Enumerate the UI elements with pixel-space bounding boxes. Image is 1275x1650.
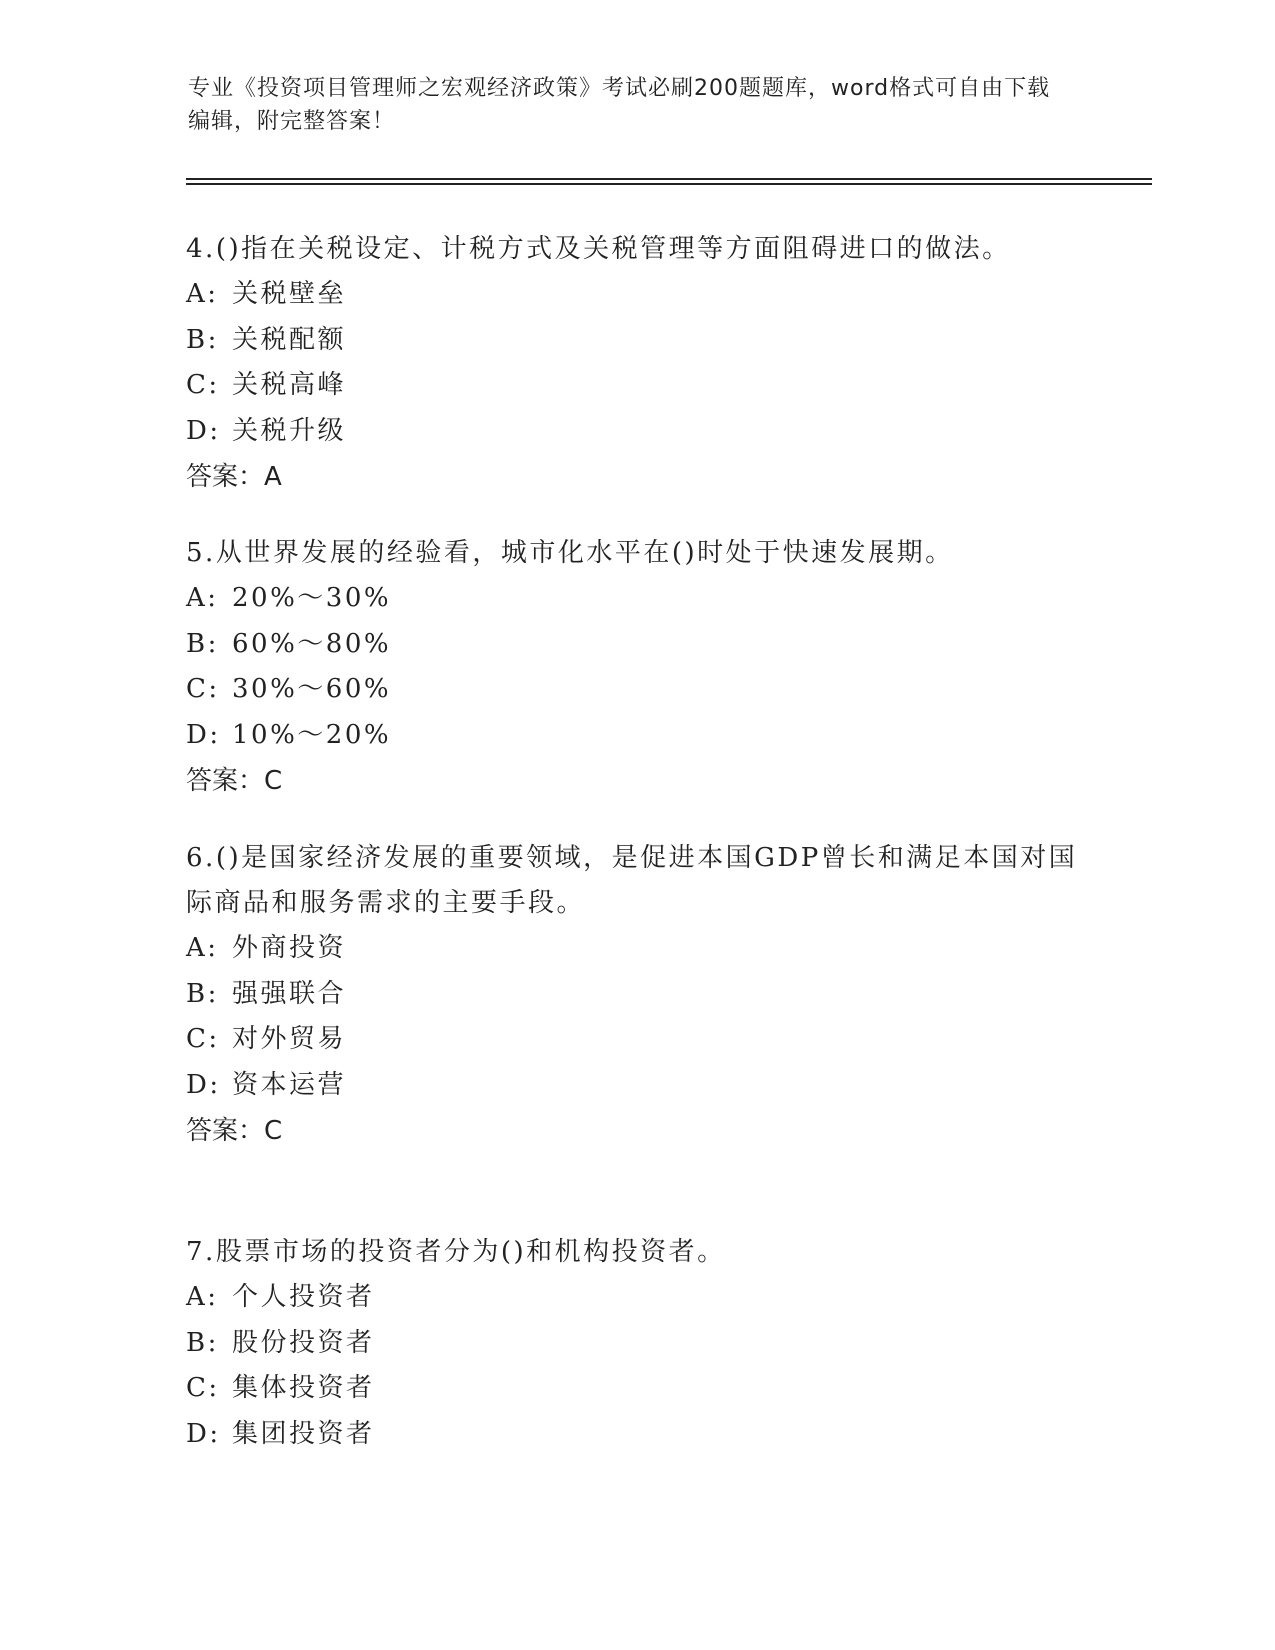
option-text: 关税高峰	[232, 370, 347, 400]
question-number: 4.	[186, 234, 216, 264]
option-letter: B:	[186, 628, 219, 659]
option-letter: C:	[186, 674, 220, 704]
option-letter: A:	[186, 1282, 219, 1312]
option-letter: D:	[186, 719, 221, 750]
option-letter: A:	[186, 933, 219, 963]
option-letter: B:	[186, 978, 219, 1009]
answer-line	[186, 1108, 1086, 1154]
document-header: 专业《投资项目管理师之宏观经济政策》考试必刷200题题库，word格式可自由下载编辑，附完整答案！	[188, 76, 1051, 134]
option-text: 关税壁垒	[232, 279, 347, 309]
option-text: 强强联合	[232, 978, 347, 1009]
option-d	[186, 1063, 1086, 1109]
option-c	[186, 1366, 1086, 1412]
option-letter: B:	[186, 1327, 219, 1358]
option-text: 集体投资者	[232, 1373, 375, 1403]
answer-line	[186, 758, 1086, 804]
option-letter: C:	[186, 370, 220, 400]
option-a	[186, 1275, 1086, 1321]
answer-label: 答案：	[186, 462, 265, 492]
option-text: 10%～20%	[232, 719, 392, 750]
option-text: 30%～60%	[232, 674, 392, 704]
option-c	[186, 363, 1086, 409]
question-text	[186, 531, 1086, 576]
option-text: 60%～80%	[232, 628, 392, 659]
option-text: 个人投资者	[232, 1282, 375, 1312]
question-4	[186, 227, 1086, 500]
option-d	[186, 713, 1086, 759]
option-text: 关税升级	[232, 415, 347, 446]
option-a	[186, 926, 1086, 972]
option-letter: C:	[186, 1373, 220, 1403]
question-6	[186, 836, 1086, 1154]
option-d	[186, 409, 1086, 455]
question-stem: 股票市场的投资者分为()和机构投资者。	[215, 1237, 726, 1267]
option-letter: D:	[186, 1069, 221, 1100]
question-number: 5.	[186, 538, 216, 568]
option-letter: A:	[186, 279, 219, 309]
option-text: 20%～30%	[232, 583, 392, 613]
option-text: 资本运营	[232, 1069, 347, 1100]
header-divider-top	[186, 178, 1152, 180]
answer-value: C	[264, 1116, 283, 1146]
header-divider-bottom	[186, 183, 1152, 185]
answer-label: 答案：	[186, 766, 265, 796]
question-stem: ()指在关税设定、计税方式及关税管理等方面阻碍进口的做法。	[215, 234, 1011, 264]
option-d	[186, 1412, 1086, 1458]
option-c	[186, 667, 1086, 713]
option-letter: D:	[186, 415, 221, 446]
question-7	[186, 1230, 1086, 1457]
question-stem: 从世界发展的经验看，城市化水平在()时处于快速发展期。	[215, 538, 954, 568]
option-letter: C:	[186, 1024, 220, 1054]
question-text	[186, 836, 1086, 926]
question-number: 7.	[186, 1237, 216, 1267]
option-text: 股份投资者	[232, 1327, 375, 1358]
question-number: 6.	[186, 843, 216, 873]
option-b	[186, 622, 1086, 668]
answer-line	[186, 454, 1086, 500]
option-text: 集团投资者	[232, 1418, 375, 1449]
question-5	[186, 531, 1086, 804]
question-text	[186, 227, 1086, 272]
answer-value: C	[264, 766, 283, 796]
option-b	[186, 318, 1086, 364]
option-letter: D:	[186, 1418, 221, 1449]
question-text	[186, 1230, 1086, 1275]
option-letter: A:	[186, 583, 219, 613]
option-a	[186, 272, 1086, 318]
option-b	[186, 972, 1086, 1018]
answer-label: 答案：	[186, 1116, 265, 1146]
answer-value: A	[264, 462, 282, 492]
option-text: 关税配额	[232, 324, 347, 355]
option-c	[186, 1017, 1086, 1063]
option-text: 对外贸易	[232, 1024, 347, 1054]
option-text: 外商投资	[232, 933, 347, 963]
option-letter: B:	[186, 324, 219, 355]
question-stem: ()是国家经济发展的重要领域，是促进本国GDP曾长和满足本国对国际商品和服务需求的主要手段。	[186, 843, 1078, 918]
option-a	[186, 576, 1086, 622]
option-b	[186, 1321, 1086, 1367]
